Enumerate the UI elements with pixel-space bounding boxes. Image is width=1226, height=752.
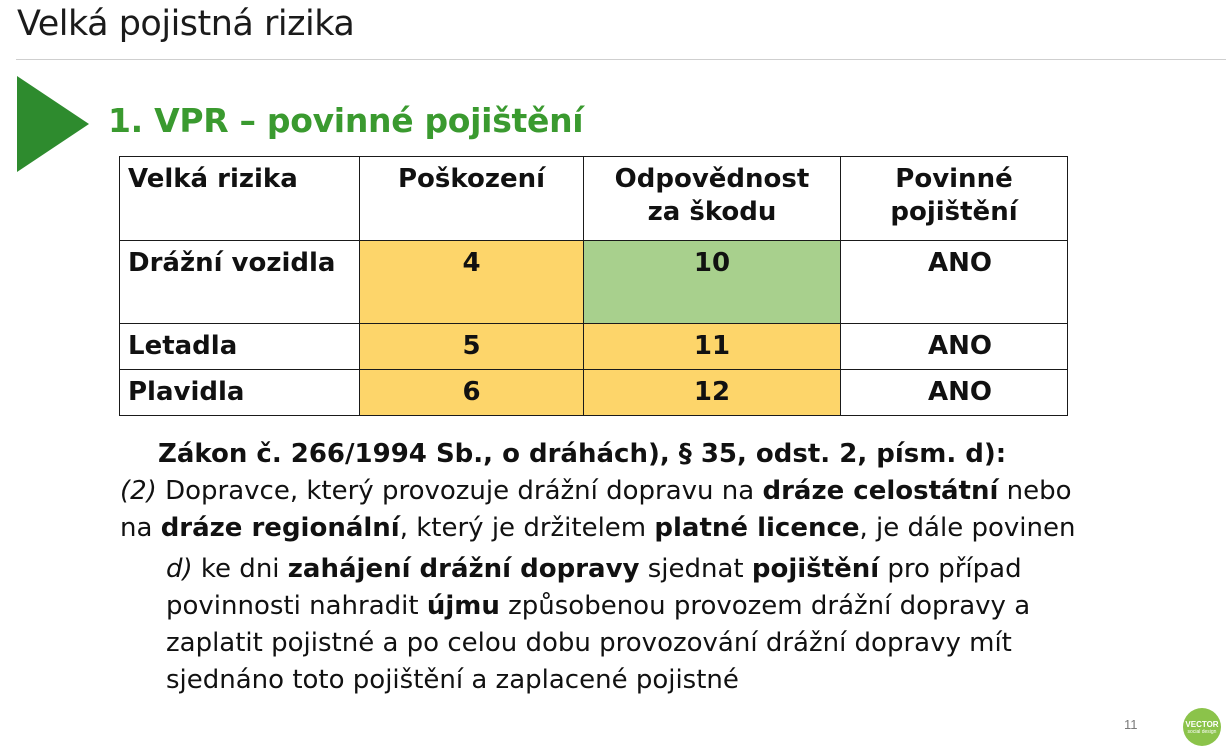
risk-table bbox=[119, 156, 1068, 416]
table-row bbox=[120, 241, 1068, 324]
sub-bold-2: pojištění bbox=[751, 554, 880, 584]
para-text-3: , který je držitelem bbox=[399, 513, 655, 543]
sub-text-4: způsobenou provozem drážní dopravy a zaplatit pojistné a po celou dobu provozování drážní dopravy mít sjednáno toto pojištění a zaplacené pojistné bbox=[166, 591, 1031, 695]
row-mandatory-cell: ANO bbox=[841, 324, 1068, 370]
law-paragraph bbox=[120, 473, 1110, 547]
law-subparagraph bbox=[166, 551, 1110, 699]
header-cell-mandatory bbox=[841, 157, 1068, 241]
play-arrow-icon bbox=[17, 76, 89, 172]
sub-bold-1: zahájení drážní dopravy bbox=[287, 554, 640, 584]
header-liability-line1: Odpovědnost bbox=[614, 164, 810, 194]
para-bold-2: dráze regionální bbox=[160, 513, 400, 543]
law-title: Zákon č. 266/1994 Sb., o dráhách), § 35, odst. 2, písm. d): bbox=[158, 439, 1007, 469]
header-cell-liability bbox=[584, 157, 841, 241]
para-bold-1: dráze celostátní bbox=[762, 476, 999, 506]
row-name-cell: Plavidla bbox=[120, 370, 360, 416]
table-row bbox=[120, 370, 1068, 416]
sub-text-3: pro případ povinnosti nahradit bbox=[166, 554, 1022, 621]
vector-logo bbox=[1183, 708, 1221, 746]
law-excerpt bbox=[120, 436, 1110, 699]
header-cell-damage: Poškození bbox=[360, 157, 584, 241]
slide-title: Velká pojistná rizika bbox=[17, 4, 355, 44]
row-damage-cell: 6 bbox=[360, 370, 584, 416]
row-liability-cell: 11 bbox=[584, 324, 841, 370]
row-name-cell: Letadla bbox=[120, 324, 360, 370]
page-number: 11 bbox=[1124, 717, 1138, 732]
para-text-4: , je dále povinen bbox=[859, 513, 1076, 543]
subparagraph-letter: d) bbox=[166, 554, 193, 584]
title-divider bbox=[16, 59, 1226, 60]
row-name-cell: Drážní vozidla bbox=[120, 241, 360, 324]
sub-text-1: ke dni bbox=[192, 554, 288, 584]
para-bold-3: platné licence bbox=[654, 513, 860, 543]
section-heading: 1. VPR – povinné pojištění bbox=[108, 101, 584, 140]
header-mandatory-line1: Povinné bbox=[895, 164, 1013, 194]
row-mandatory-cell: ANO bbox=[841, 370, 1068, 416]
table-row bbox=[120, 324, 1068, 370]
header-mandatory-line2: pojištění bbox=[890, 197, 1018, 227]
row-mandatory-cell: ANO bbox=[841, 241, 1068, 324]
header-liability-line2: za škodu bbox=[647, 197, 777, 227]
sub-text-2: sjednat bbox=[639, 554, 752, 584]
row-liability-cell: 10 bbox=[584, 241, 841, 324]
sub-bold-3: újmu bbox=[426, 591, 500, 621]
logo-subtext: social design bbox=[1187, 728, 1217, 735]
table-header-row bbox=[120, 157, 1068, 241]
row-damage-cell: 4 bbox=[360, 241, 584, 324]
para-text-2: nebo na bbox=[120, 476, 1072, 543]
header-cell-risks: Velká rizika bbox=[120, 157, 360, 241]
row-liability-cell: 12 bbox=[584, 370, 841, 416]
para-text-1: Dopravce, který provozuje drážní dopravu na bbox=[156, 476, 763, 506]
paragraph-number: (2) bbox=[120, 476, 157, 506]
logo-text: VECTOR bbox=[1185, 719, 1219, 729]
row-damage-cell: 5 bbox=[360, 324, 584, 370]
